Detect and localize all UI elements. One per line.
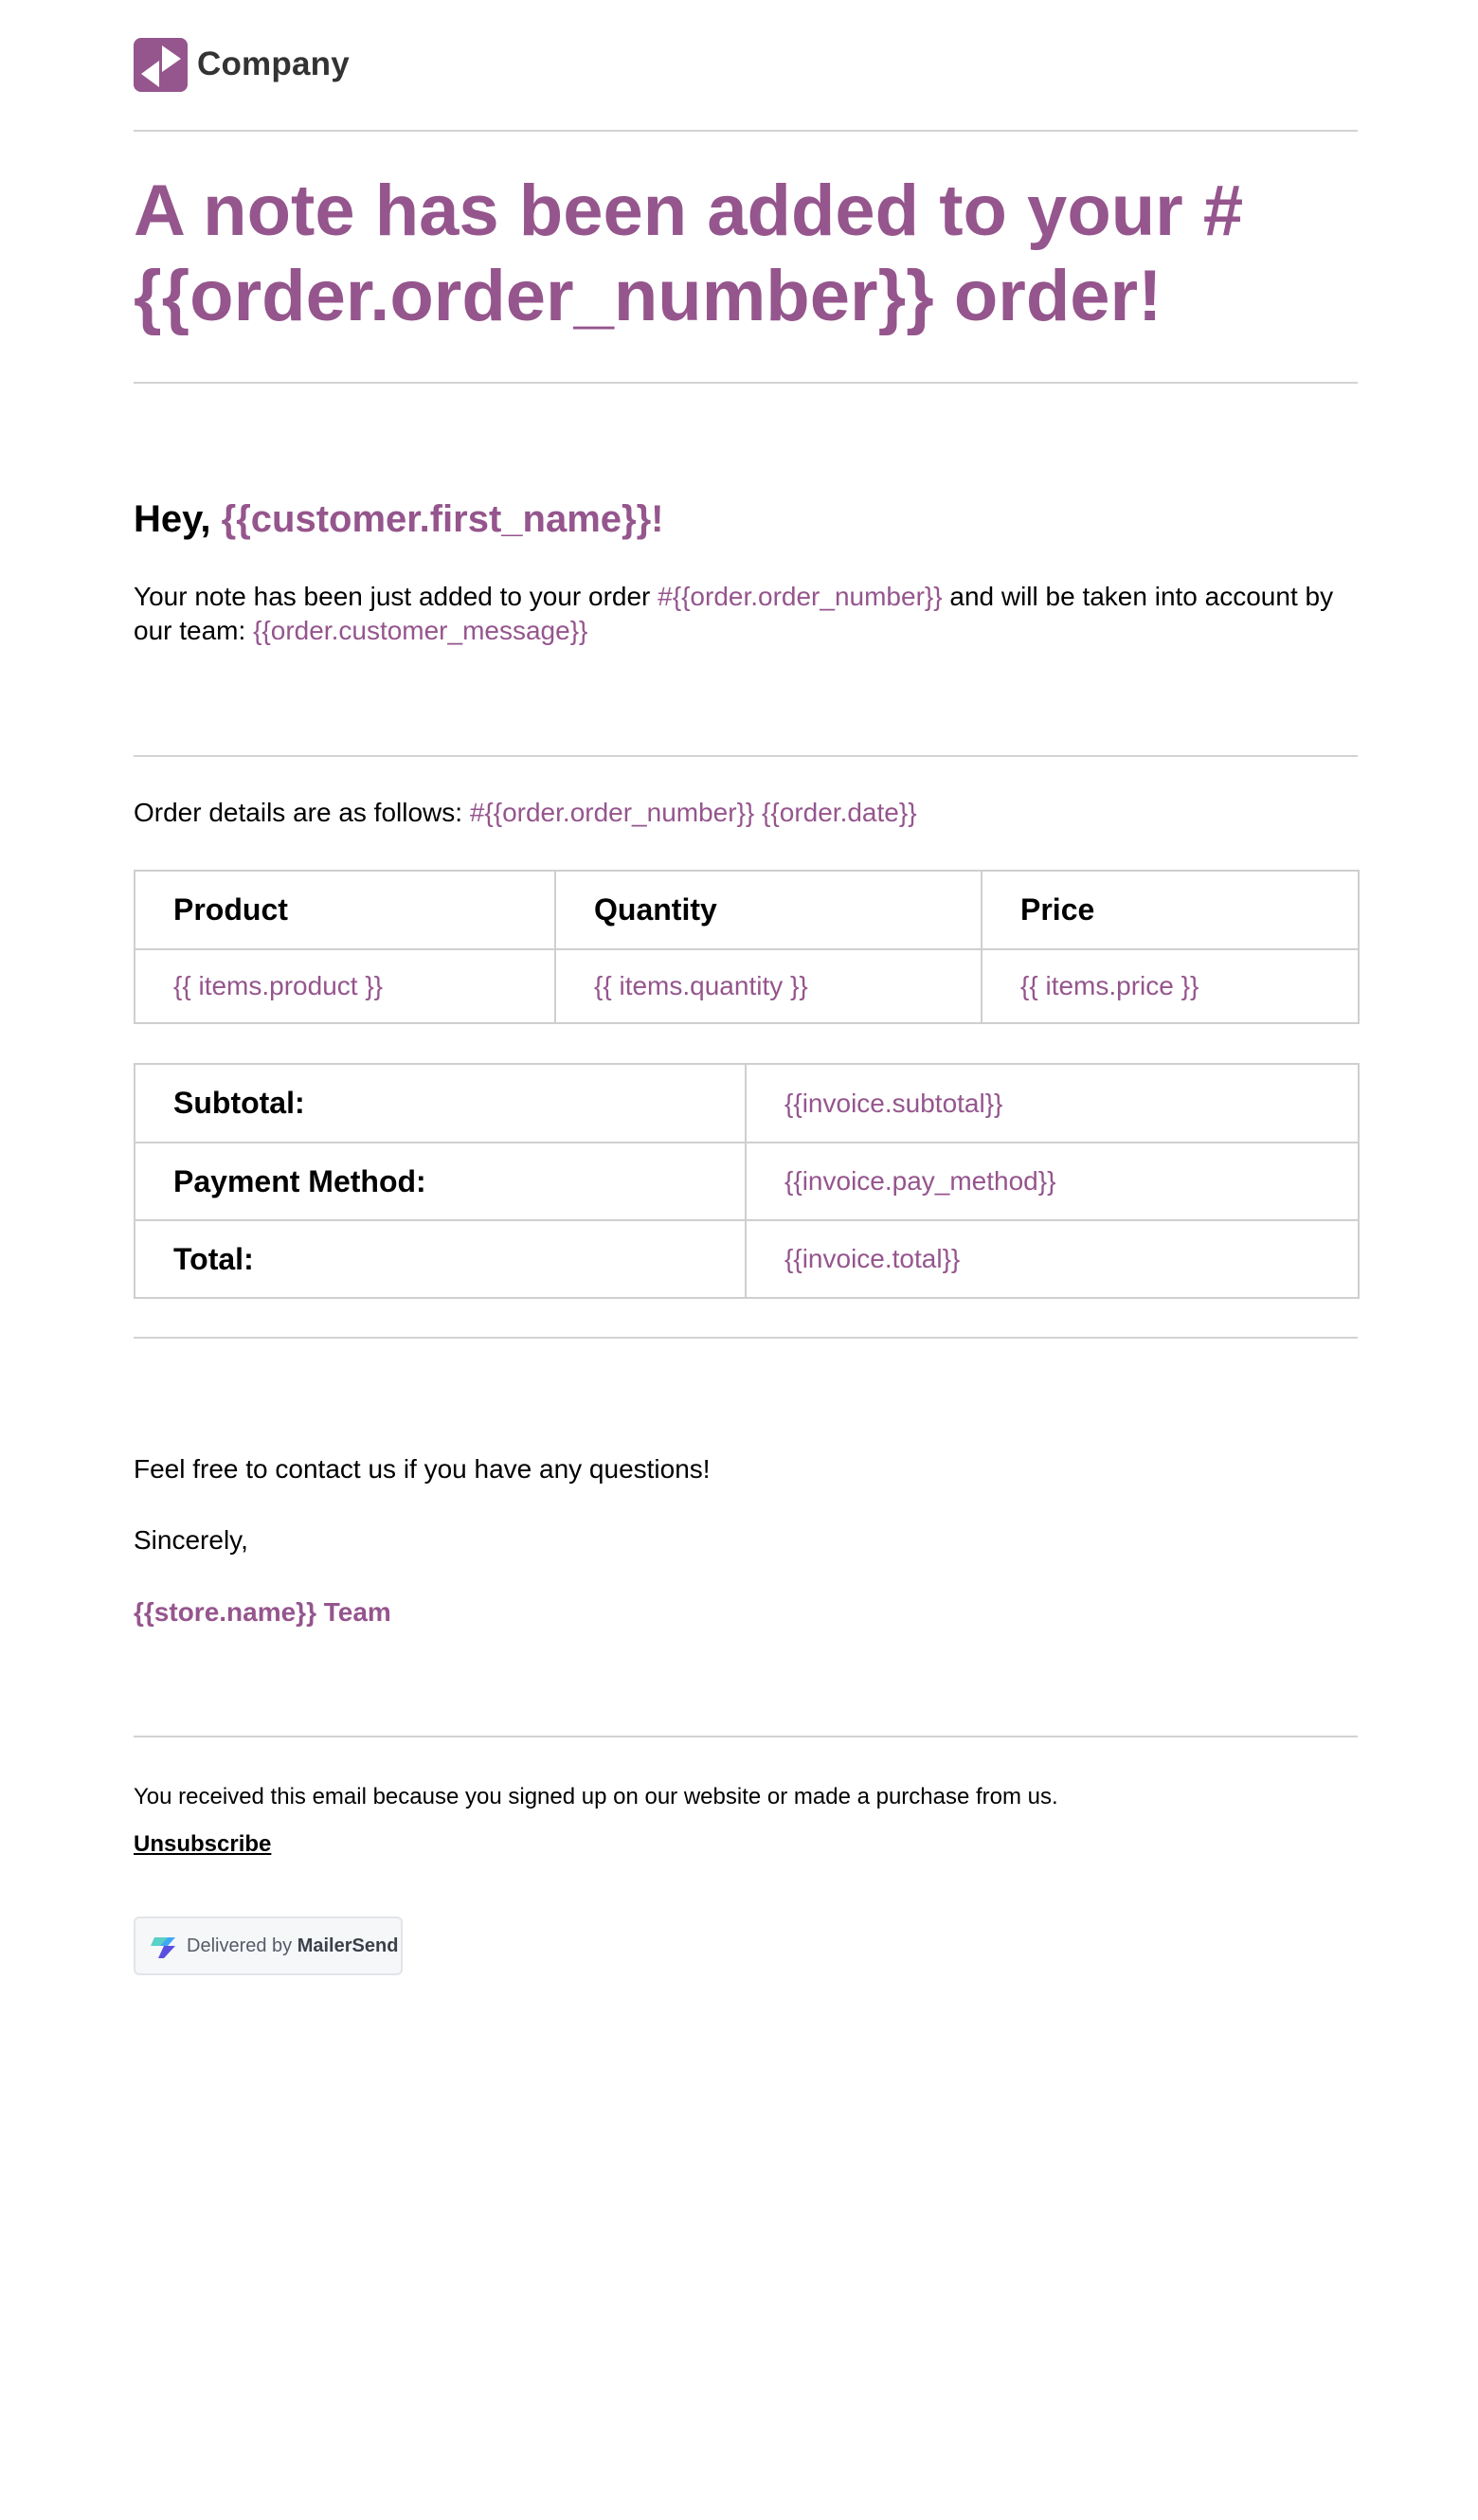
column-header-product: Product: [135, 871, 555, 949]
greeting: [134, 493, 664, 546]
intro-text: Your note has been just added to your order: [134, 582, 658, 611]
divider: [134, 1337, 1358, 1339]
payment-method-label: Payment Method:: [135, 1143, 746, 1220]
table-row: [135, 1220, 1359, 1298]
divider: [134, 130, 1358, 132]
item-price-cell: {{ items.price }}: [982, 949, 1359, 1023]
column-header-price: Price: [982, 871, 1359, 949]
subtotal-label: Subtotal:: [135, 1064, 746, 1143]
table-header-row: [135, 871, 1359, 949]
company-name: Company: [197, 45, 350, 82]
table-row: [135, 1143, 1359, 1220]
mailersend-icon: [151, 1932, 179, 1960]
customer-message-var: {{order.customer_message}}: [253, 616, 588, 645]
sincerely-text: Sincerely,: [134, 1525, 248, 1555]
item-product-cell: {{ items.product }}: [135, 949, 555, 1023]
total-value: {{invoice.total}}: [746, 1220, 1359, 1298]
badge-prefix: Delivered by: [187, 1935, 297, 1956]
intro-text-cont: and will be taken into account by our team:: [134, 582, 1334, 645]
order-date-var: {{order.date}}: [762, 798, 917, 827]
company-logo-icon: [134, 38, 188, 92]
mailersend-badge[interactable]: [134, 1917, 403, 1975]
greeting-prefix: Hey,: [134, 498, 222, 540]
title-line-2: {{order.order_number}} order!: [134, 256, 1163, 336]
intro-paragraph: [134, 580, 1358, 648]
order-number-var: #{{order.order_number}}: [658, 582, 943, 611]
unsubscribe-link[interactable]: Unsubscribe: [134, 1831, 272, 1857]
order-details-line: [134, 796, 1358, 830]
column-header-quantity: Quantity: [555, 871, 982, 949]
total-label: Total:: [135, 1220, 746, 1298]
order-number-var: #{{order.order_number}}: [469, 798, 755, 827]
brand-header: [134, 36, 350, 93]
divider: [134, 1736, 1358, 1737]
subtotal-value: {{invoice.subtotal}}: [746, 1064, 1359, 1143]
table-row: [135, 949, 1359, 1023]
table-row: [135, 1064, 1359, 1143]
store-team-signature: {{store.name}} Team: [134, 1597, 391, 1627]
badge-label: [187, 1935, 398, 1957]
page-title: [134, 169, 1358, 339]
order-details-label: Order details are as follows:: [134, 798, 470, 827]
items-table: [134, 870, 1360, 1024]
divider: [134, 382, 1358, 384]
badge-brand: MailerSend: [297, 1935, 399, 1956]
contact-text: Feel free to contact us if you have any questions!: [134, 1454, 711, 1484]
totals-table: [134, 1063, 1360, 1299]
customer-name-var: {{customer.first_name}}!: [221, 498, 664, 540]
title-line-1: A note has been added to your #: [134, 171, 1244, 251]
footer-note: You received this email because you signed up on our website or made a purchase from us.: [134, 1784, 1058, 1809]
divider: [134, 755, 1358, 757]
payment-method-value: {{invoice.pay_method}}: [746, 1143, 1359, 1220]
item-quantity-cell: {{ items.quantity }}: [555, 949, 982, 1023]
